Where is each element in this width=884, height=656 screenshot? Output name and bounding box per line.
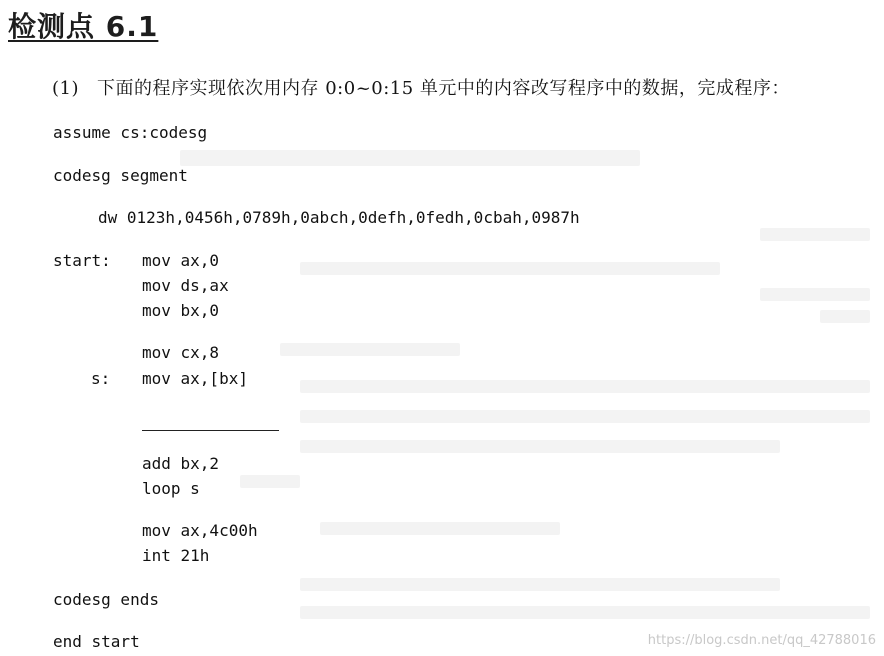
- code-line-assume: assume cs:codesg: [53, 123, 208, 142]
- code-line-dw: dw 0123h,0456h,0789h,0abch,0defh,0fedh,0cbah,0987h: [98, 208, 580, 227]
- bleed-through: [760, 288, 870, 301]
- bleed-through: [820, 310, 870, 323]
- question-text: 下面的程序实现依次用内存 0:0~0:15 单元中的内容改写程序中的数据，完成程序：: [97, 78, 790, 99]
- code-line-mov-ax-4c00h: mov ax,4c00h: [142, 521, 258, 540]
- code-label-s: s:: [91, 369, 111, 388]
- bleed-through: [760, 228, 870, 241]
- code-line-mov-ds-ax: mov ds,ax: [142, 276, 229, 295]
- code-line-mov-bx-0: mov bx,0: [142, 301, 220, 320]
- answer-blank: [142, 430, 279, 431]
- section-title: 检测点 6.1: [8, 10, 159, 43]
- code-line-loop-s: loop s: [142, 479, 200, 498]
- bleed-through: [300, 410, 870, 423]
- bleed-through: [300, 440, 780, 453]
- bleed-through: [280, 343, 460, 356]
- code-line-ends: codesg ends: [53, 590, 159, 609]
- bleed-through: [240, 475, 300, 488]
- code-line-mov-ax-0: mov ax,0: [142, 251, 220, 270]
- code-line-int-21h: int 21h: [142, 546, 210, 565]
- code-line-end-start: end start: [53, 632, 140, 651]
- bleed-through: [300, 262, 720, 275]
- bleed-through: [300, 380, 870, 393]
- question: [52, 74, 790, 100]
- question-number: (1): [52, 78, 79, 99]
- code-line-add-bx-2: add bx,2: [142, 454, 220, 473]
- watermark: https://blog.csdn.net/qq_42788016: [647, 633, 876, 648]
- code-line-mov-cx-8: mov cx,8: [142, 343, 220, 362]
- code-line-segment: codesg segment: [53, 166, 188, 185]
- code-label-start: start:: [53, 251, 111, 270]
- code-line-mov-ax-bx: mov ax,[bx]: [142, 369, 248, 388]
- bleed-through: [180, 150, 640, 166]
- bleed-through: [320, 522, 560, 535]
- bleed-through: [300, 578, 780, 591]
- bleed-through: [300, 606, 870, 619]
